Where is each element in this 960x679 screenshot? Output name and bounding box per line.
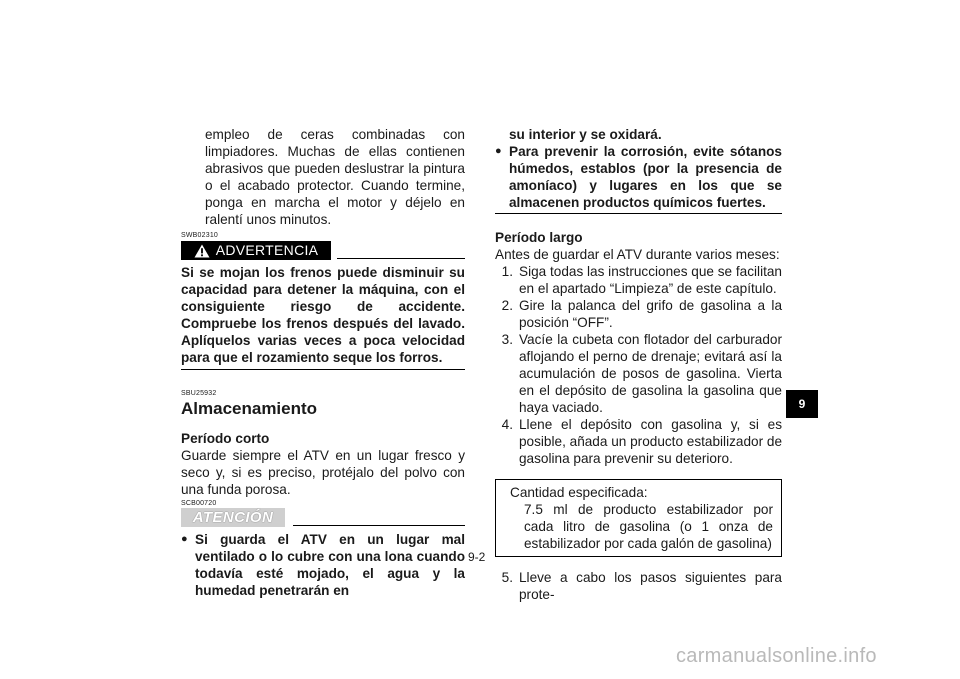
warning-text: Si se mojan los frenos puede disminuir su capacidad para detener la máquina, con el consiguiente riesgo de accidente. Compruebe los frenos después del lavado. Aplíquelos varias veces a poca velocidad para que el rozamiento seque los forros. [181,264,465,370]
watermark: carmanualsonline.info [676,645,877,667]
attention-top-rule [293,525,465,526]
attention-bullet-1-cont-text: su interior y se oxidará. [509,127,662,142]
left-column [181,126,465,599]
long-term-title: Período largo [495,230,583,245]
attention-code: SCB00720 [181,500,217,507]
bullet-icon: ● [181,533,188,545]
attention-bullet-2 [495,143,782,211]
attention-bullet-2-text: Para prevenir la corrosión, evite sótanos húmedos, establos (por la presencia de amoníaco) y lugares en los que se almacenen productos químicos fuertes. [509,144,782,210]
section-code: SBU25932 [181,390,217,397]
attention-bullet-1-text: Si guarda el ATV en un lugar mal ventilado o lo cubre con una lona cuando todavía esté mojado, el agua y la humedad penetrarán en [195,532,465,598]
step-4: 4. Llene el depósito con gasolina y, si es posible, añada un producto estabilizador de gasolina para prevenir su deterioro. [501,417,783,466]
specification-box [495,479,782,557]
short-term-title: Período corto [181,431,270,446]
step-2: 2. Gire la palanca del grifo de gasolina a la posición “OFF”. [501,298,782,330]
attention-header [181,508,465,527]
page-number: 9-2 [468,550,486,564]
chapter-tab: 9 [786,390,818,418]
step-3: 3. Vacíe la cubeta con flotador del carburador aflojando el perno de drenaje; evitará así la acumulación de posos de gasolina. Vierta en el depósito de gasolina la gasolina que haya vaciado. [501,332,782,415]
right-column [495,126,782,603]
attention-bullet-1-continued [495,126,782,143]
short-term-text: Guarde siempre el ATV en un lugar fresco y seco y, si es preciso, protéjalo del polvo con una funda porosa. [181,448,465,497]
spec-label: Cantidad especificada: [510,485,648,500]
warning-label: ADVERTENCIA [215,242,319,258]
warning-code: SWB02310 [181,232,219,239]
section-title: Almacenamiento [181,399,318,418]
warning-badge [181,241,331,260]
warning-top-rule [337,258,465,259]
attention-badge: ATENCIÓN [181,508,285,527]
attention-bullet-1 [181,531,465,599]
step-5: 5. Lleve a cabo los pasos siguientes para prote- [501,570,782,602]
attention-bottom-rule [495,213,782,214]
intro-paragraph: empleo de ceras combinadas con limpiadores. Muchas de ellas contienen abrasivos que pueden deslustrar la pintura o el acabado protector. Cuando termine, ponga en marcha el motor y déjelo en ralentí unos minutos. [205,127,465,227]
long-term-intro: Antes de guardar el ATV durante varios meses: [495,247,780,262]
spec-value: 7.5 ml de producto estabilizador por cada litro de gasolina (o 1 onza de estabilizador por cada galón de gasolina) [524,502,773,551]
step-1: 1. Siga todas las instrucciones que se facilitan en el apartado “Limpieza” de este capítulo. [501,264,782,296]
warning-triangle-icon [194,244,210,258]
warning-header [181,241,465,260]
bullet-icon: ● [495,145,502,157]
